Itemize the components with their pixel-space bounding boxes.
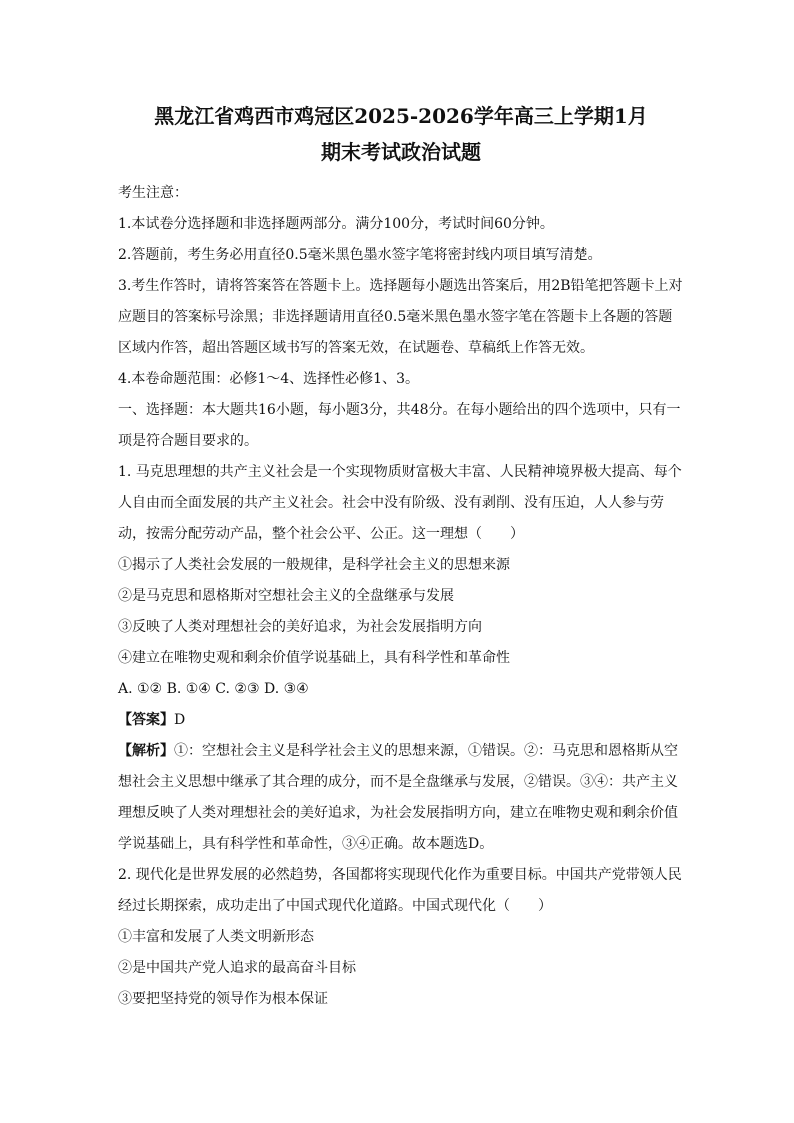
question-1-analysis — [118, 736, 684, 860]
question-1-item: ③反映了人类对理想社会的美好追求，为社会发展指明方向 — [118, 619, 482, 635]
analysis-text: ①：空想社会主义是科学社会主义的思想来源，①错误。②：马克思和恩格斯从空想社会主义思想中继承了其合理的成分，而不是全盘继承与发展，②错误。③④：共产主义理想反映了人类对理想社会的美好追求，为社会发展指明方向，建立在唯物史观和剩余价值学说基础上，具有科学性和革命性，③④正确。故本题选D。 — [118, 743, 678, 852]
notice-item: 3.考生作答时，请将答案答在答题卡上。选择题每小题选出答案后，用2B铅笔把答题卡上对应题目的答案标号涂黑；非选择题请用直径0.5毫米黑色墨水签字笔在答题卡上各题的答题区域内作答，超出答题区域书写的答案无效，在试题卷、草稿纸上作答无效。 — [118, 278, 683, 356]
question-1-item: ④建立在唯物史观和剩余价值学说基础上，具有科学性和革命性 — [118, 650, 510, 666]
notice-item: 1.本试卷分选择题和非选择题两部分。满分100分，考试时间60分钟。 — [118, 216, 554, 232]
answer-tag: 【答案】 — [118, 712, 174, 728]
notice-header: 考生注意： — [118, 185, 188, 201]
question-1-options: A. ①② B. ①④ C. ②③ D. ③④ — [118, 681, 309, 697]
question-1-answer — [118, 705, 684, 736]
document-title-line2: 期末考试政治试题 — [321, 140, 481, 164]
document-title-line1: 黑龙江省鸡西市鸡冠区2025-2026学年高三上学期1月 — [154, 104, 648, 128]
notice-item: 4.本卷命题范围：必修1～4、选择性必修1、3。 — [118, 371, 419, 387]
question-1-item: ①揭示了人类社会发展的一般规律，是科学社会主义的思想来源 — [118, 557, 510, 573]
question-1-stem: 1. 马克思理想的共产主义社会是一个实现物质财富极大丰富、人民精神境界极大提高、每个人自由而全面发展的共产主义社会。社会中没有阶级、没有剥削、没有压迫，人人参与劳动，按需分配劳动产品，整个社会公平、公正。这一理想（ ） — [118, 464, 682, 542]
question-2-item: ①丰富和发展了人类文明新形态 — [118, 929, 314, 945]
notice-item: 2.答题前，考生务必用直径0.5毫米黑色墨水签字笔将密封线内项目填写清楚。 — [118, 247, 602, 263]
question-2-stem: 2. 现代化是世界发展的必然趋势，各国都将实现现代化作为重要目标。中国共产党带领人民经过长期探索，成功走出了中国式现代化道路。中国式现代化（ ） — [118, 867, 682, 914]
question-2-item: ③要把坚持党的领导作为根本保证 — [118, 991, 328, 1007]
answer-value: D — [174, 712, 186, 728]
question-2-item: ②是中国共产党人追求的最高奋斗目标 — [118, 960, 356, 976]
section-heading: 一、选择题：本大题共16小题，每小题3分，共48分。在每小题给出的四个选项中，只有一项是符合题目要求的。 — [118, 402, 681, 449]
analysis-tag: 【解析】 — [118, 743, 174, 759]
question-1-item: ②是马克思和恩格斯对空想社会主义的全盘继承与发展 — [118, 588, 454, 604]
